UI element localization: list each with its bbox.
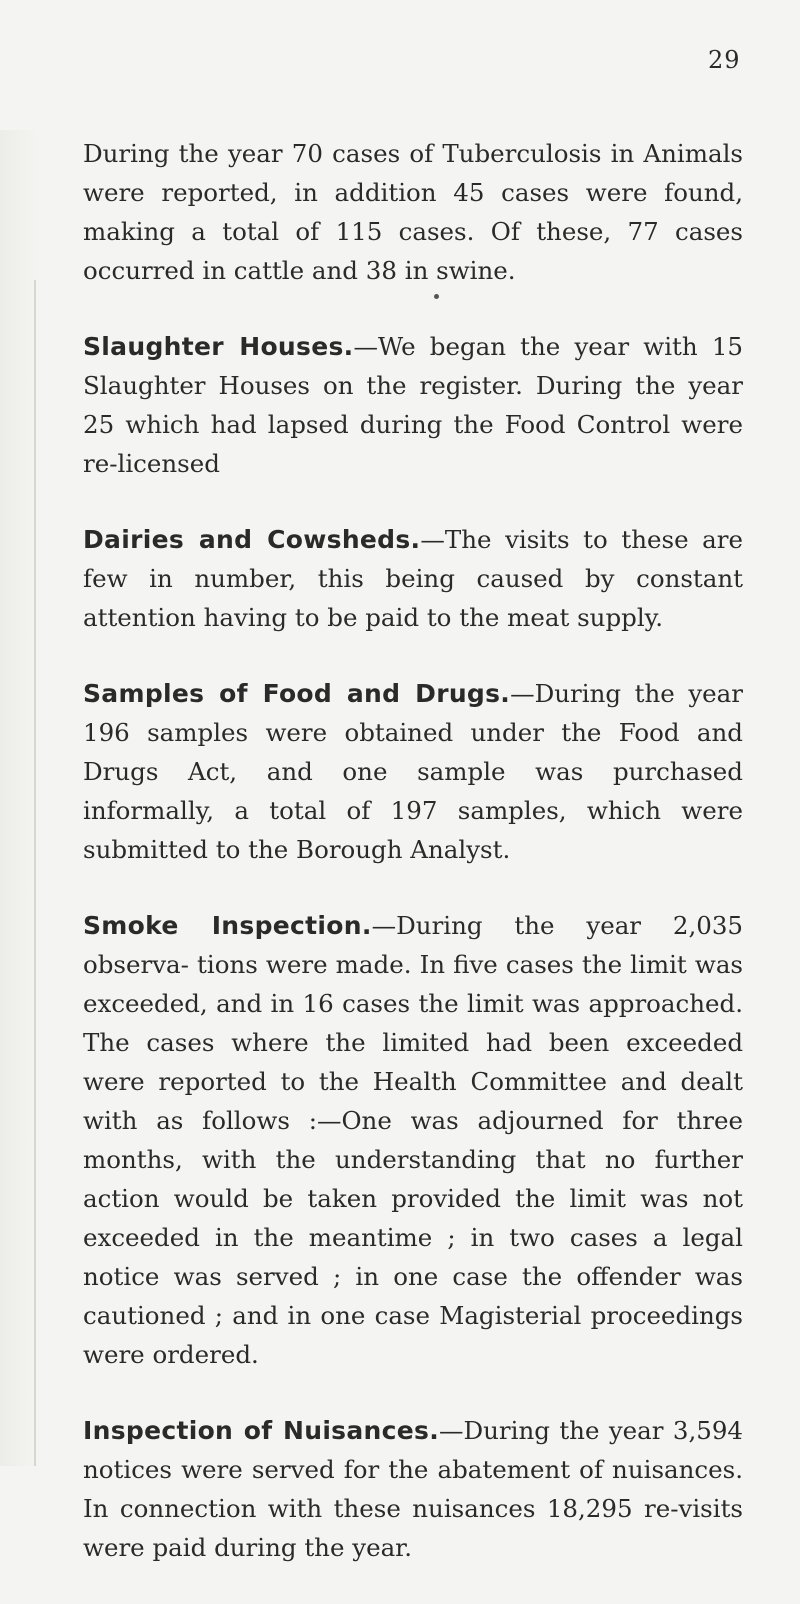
section-heading: Dairies and Cowsheds. [83,525,421,554]
paragraph-text: —During the year 2,035 observa- tions were made. In five cases the limit was exceeded, and in 16 cases the limit was approached. The cases where the limited had been exceeded were reported to the Health Committee and dealt with as follows :—One was adjourned for three months, with the understanding that no further action would be taken provided the limit was not exceeded in the meantime ; in two cases a legal notice was served ; in one case the offender was cautioned ; and in one case Magisterial proceedings were ordered. [83,911,743,1369]
paragraph-slaughter-houses [53,327,743,483]
paragraph-tuberculosis [53,134,743,290]
section-heading: Samples of Food and Drugs. [83,679,511,708]
section-heading: Slaughter Houses. [83,332,354,361]
page-binding-line [34,280,36,1466]
paragraph-text: —The visits to these are few in number, this being caused by constant attention having to be paid to the meat supply. [83,525,743,632]
paragraph-text: During the year 70 cases of Tuberculosis in Animals were reported, in addition 45 cases were found, making a total of 115 cases. Of these, 77 cases occurred in cattle and 38 in swine. [83,139,743,285]
section-heading: Inspection of Nuisances. [83,1416,439,1445]
section-heading: Smoke Inspection. [83,911,372,940]
paragraph-dairies-cowsheds [53,520,743,637]
document-body [53,134,743,1604]
paragraph-inspection-nuisances [53,1411,743,1567]
paragraph-text: —During the year 196 samples were obtained under the Food and Drugs Act, and one sample was purchased informally, a total of 197 samples, which were submitted to the Borough Analyst. [83,679,743,864]
paragraph-text: —During the year 3,594 notices were served for the abatement of nuisances. In connection with these nuisances 18,295 re-visits were paid during the year. [83,1416,744,1562]
paragraph-smoke-inspection [53,906,743,1374]
page-number: 29 [708,46,741,74]
paragraph-samples-food-drugs [53,674,743,869]
paragraph-text: —We began the year with 15 Slaughter Houses on the register. During the year 25 which had lapsed during the Food Control were re-licensed [83,332,743,478]
